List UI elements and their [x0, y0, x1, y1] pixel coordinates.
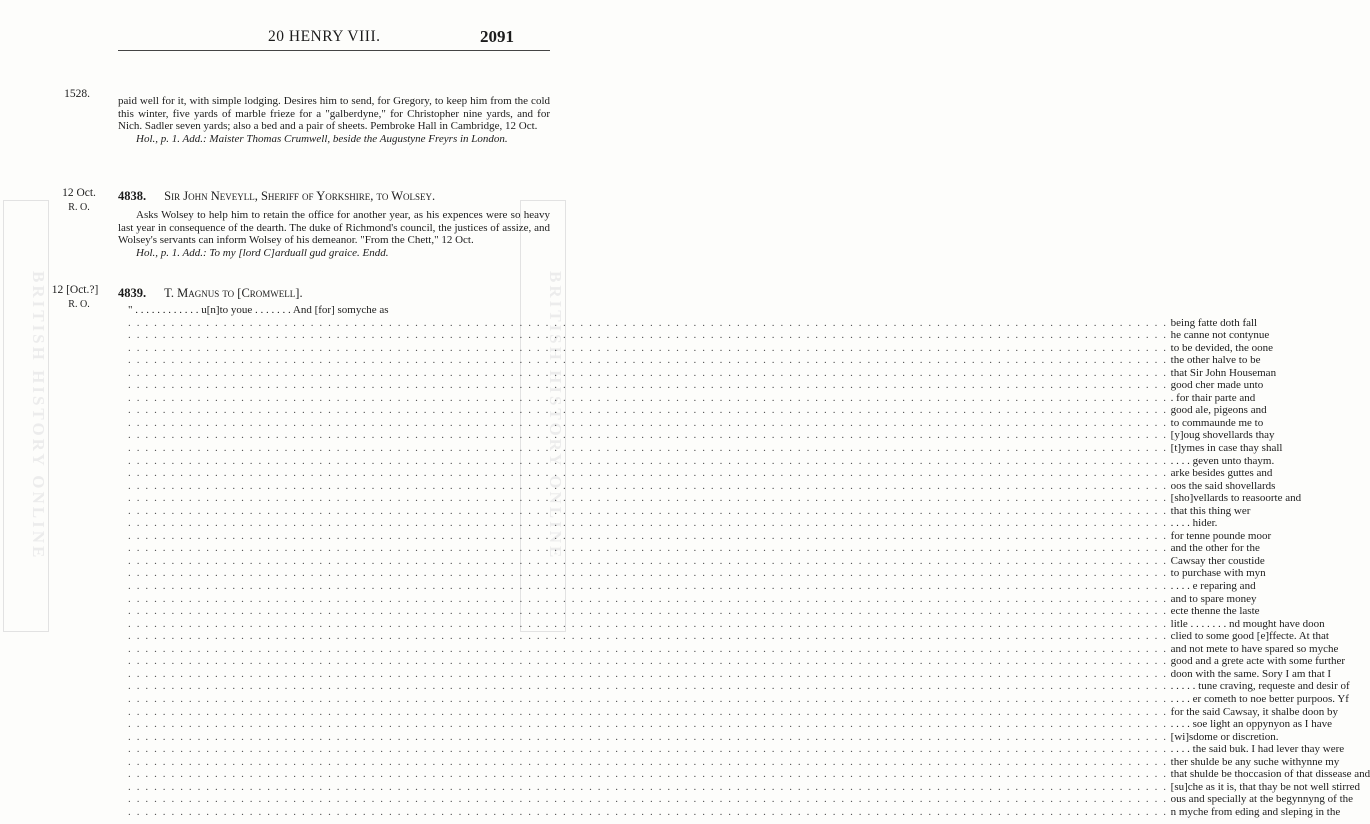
- letter-line-text: [y]oug shovellards thay: [1170, 429, 1275, 442]
- entry-4838-source: R. O.: [68, 202, 90, 213]
- dot-leader: . . . . . . . . . . . . . . . . . . . . . . . . . . . . . . . . . . . . . . . . . . . . . . . . . . . . . . . . . . . . . . . . . . . . . . . . . . . . . . . . . . . . . . . . . . . . . . . . . . . . . . . . . . . . . . . . . . . . . . . .: [128, 554, 1168, 567]
- letter-line-text: clied to some good [e]ffecte. At that: [1170, 630, 1329, 643]
- letter-line: [128, 655, 1346, 668]
- dot-leader: . . . . . . . . . . . . . . . . . . . . . . . . . . . . . . . . . . . . . . . . . . . . . . . . . . . . . . . . . . . . . . . . . . . . . . . . . . . . . . . . . . . . . . . . . . . . . . . . . . . . . . . . . . . . . . . . . . . . . . . .: [128, 517, 1168, 530]
- letter-line-text: to be devided, the oone: [1170, 341, 1273, 354]
- letter-line-text: . . . . geven unto thaym.: [1170, 454, 1275, 467]
- dot-leader: . . . . . . . . . . . . . . . . . . . . . . . . . . . . . . . . . . . . . . . . . . . . . . . . . . . . . . . . . . . . . . . . . . . . . . . . . . . . . . . . . . . . . . . . . . . . . . . . . . . . . . . . . . . . . . . . . . . . . . . .: [128, 642, 1168, 655]
- dot-leader: . . . . . . . . . . . . . . . . . . . . . . . . . . . . . . . . . . . . . . . . . . . . . . . . . . . . . . . . . . . . . . . . . . . . . . . . . . . . . . . . . . . . . . . . . . . . . . . . . . . . . . . . . . . . . . . . . . . . . . . .: [128, 580, 1168, 593]
- letter-line-text: [t]ymes in case thay shall: [1170, 442, 1283, 455]
- dot-leader: . . . . . . . . . . . . . . . . . . . . . . . . . . . . . . . . . . . . . . . . . . . . . . . . . . . . . . . . . . . . . . . . . . . . . . . . . . . . . . . . . . . . . . . . . . . . . . . . . . . . . . . . . . . . . . . . . . . . . . . .: [128, 567, 1168, 580]
- entry-number: 4838.: [118, 189, 147, 203]
- letter-line-text: . . . . e reparing and: [1170, 580, 1256, 593]
- dot-leader: . . . . . . . . . . . . . . . . . . . . . . . . . . . . . . . . . . . . . . . . . . . . . . . . . . . . . . . . . . . . . . . . . . . . . . . . . . . . . . . . . . . . . . . . . . . . . . . . . . . . . . . . . . . . . . . . . . . . . . . .: [128, 605, 1168, 618]
- letter-line-text: and not mete to have spared so myche: [1170, 642, 1339, 655]
- letter-line: [128, 391, 1256, 405]
- entry-4839-date: 12 [Oct.?]: [51, 284, 99, 296]
- letter-line-text: for the said Cawsay, it shalbe doon by: [1170, 705, 1338, 718]
- dot-leader: . . . . . . . . . . . . . . . . . . . . . . . . . . . . . . . . . . . . . . . . . . . . . . . . . . . . . . . . . . . . . . . . . . . . . . . . . . . . . . . . . . . . . . . . . . . . . . . . . . . . . . . . . . . . . . . . . . . . . . . .: [128, 366, 1168, 379]
- dot-leader: . . . . . . . . . . . . . . . . . . . . . . . . . . . . . . . . . . . . . . . . . . . . . . . . . . . . . . . . . . . . . . . . . . . . . . . . . . . . . . . . . . . . . . . . . . . . . . . . . . . . . . . . . . . . . . . . . . . . . . . .: [128, 730, 1168, 743]
- letter-line-text: . . . . the said buk. I had lever thay were: [1170, 743, 1345, 756]
- letter-line: [128, 580, 1256, 593]
- watermark-right: BRITISH HISTORY ONLINE: [520, 200, 566, 632]
- dot-leader: . . . . . . . . . . . . . . . . . . . . . . . . . . . . . . . . . . . . . . . . . . . . . . . . . . . . . . . . . . . . . . . . . . . . . . . . . . . . . . . . . . . . . . . . . . . . . . . . . . . . . . . . . . . . . . . . . . . . . . . .: [128, 655, 1168, 668]
- dot-leader: . . . . . . . . . . . . . . . . . . . . . . . . . . . . . . . . . . . . . . . . . . . . . . . . . . . . . . . . . . . . . . . . . . . . . . . . . . . . . . . . . . . . . . . . . . . . . . . . . . . . . . . . . . . . . . . . . . . . . . . .: [128, 542, 1168, 555]
- entry-4839: [118, 284, 550, 302]
- dot-leader: . . . . . . . . . . . . . . . . . . . . . . . . . . . . . . . . . . . . . . . . . . . . . . . . . . . . . . . . . . . . . . . . . . . . . . . . . . . . . . . . . . . . . . . . . . . . . . . . . . . . . . . . . . . . . . . . . . . . . . . .: [128, 705, 1168, 718]
- letter-line: [128, 718, 1332, 731]
- letter-line: [128, 479, 1276, 493]
- letter-line-text: and to spare money: [1170, 592, 1257, 605]
- letter-line: [128, 554, 1265, 568]
- letter-line: [128, 529, 1272, 543]
- letter-line-text: and the other for the: [1170, 542, 1260, 555]
- letter-line: [128, 667, 1332, 681]
- letter-line: [128, 805, 1341, 819]
- letter-line-text: good ale, pigeons and: [1170, 404, 1267, 417]
- entry-number: 4839.: [118, 286, 147, 300]
- letter-line: [128, 567, 1266, 580]
- letter-line-text: [sho]vellards to reasoorte and: [1170, 492, 1302, 505]
- dot-leader: . . . . . . . . . . . . . . . . . . . . . . . . . . . . . . . . . . . . . . . . . . . . . . . . . . . . . . . . . . . . . . . . . . . . . . . . . . . . . . . . . . . . . . . . . . . . . . . . . . . . . . . . . . . . . . . . . . . . . . . .: [128, 755, 1168, 768]
- dot-leader: . . . . . . . . . . . . . . . . . . . . . . . . . . . . . . . . . . . . . . . . . . . . . . . . . . . . . . . . . . . . . . . . . . . . . . . . . . . . . . . . . . . . . . . . . . . . . . . . . . . . . . . . . . . . . . . . . . . . . . . .: [128, 404, 1168, 417]
- entry-heading: Sir John Neveyll, Sheriff of Yorkshire, to Wolsey.: [164, 189, 436, 203]
- letter-line-text: ther shulde be any suche withynne my: [1170, 755, 1340, 768]
- letter-line: [128, 642, 1339, 656]
- letter-line: [128, 341, 1273, 355]
- letter-line-text: oos the said shovellards: [1170, 479, 1276, 492]
- dot-leader: . . . . . . . . . . . . . . . . . . . . . . . . . . . . . . . . . . . . . . . . . . . . . . . . . . . . . . . . . . . . . . . . . . . . . . . . . . . . . . . . . . . . . . . . . . . . . . . . . . . . . . . . . . . . . . . . . . . . . . . .: [128, 768, 1168, 781]
- dot-leader: . . . . . . . . . . . . . . . . . . . . . . . . . . . . . . . . . . . . . . . . . . . . . . . . . . . . . . . . . . . . . . . . . . . . . . . . . . . . . . . . . . . . . . . . . . . . . . . . . . . . . . . . . . . . . . . . . . . . . . . .: [128, 780, 1168, 793]
- letter-line: [128, 329, 1270, 342]
- letter-line-text: . . . . er cometh to noe better purpoos. Yf: [1170, 692, 1349, 705]
- entry-year-1528: 1528.: [64, 88, 90, 100]
- letter-line-text: . for thair parte and: [1170, 391, 1256, 404]
- dot-leader: . . . . . . . . . . . . . . . . . . . . . . . . . . . . . . . . . . . . . . . . . . . . . . . . . . . . . . . . . . . . . . . . . . . . . . . . . . . . . . . . . . . . . . . . . . . . . . . . . . . . . . . . . . . . . . . . . . . . . . . .: [128, 467, 1168, 480]
- letter-line: [128, 605, 1260, 618]
- dot-leader: . . . . . . . . . . . . . . . . . . . . . . . . . . . . . . . . . . . . . . . . . . . . . . . . . . . . . . . . . . . . . . . . . . . . . . . . . . . . . . . . . . . . . . . . . . . . . . . . . . . . . . . . . . . . . . . . . . . . . . . .: [128, 692, 1168, 705]
- letter-line-text: he canne not contynue: [1170, 329, 1270, 342]
- letter-line-text: ecte thenne the laste: [1170, 605, 1260, 618]
- dot-leader: . . . . . . . . . . . . . . . . . . . . . . . . . . . . . . . . . . . . . . . . . . . . . . . . . . . . . . . . . . . . . . . . . . . . . . . . . . . . . . . . . . . . . . . . . . . . . . . . . . . . . . . . . . . . . . . . . . . . . . . .: [128, 680, 1168, 693]
- letter-line-text: good and a grete acte with some further: [1170, 655, 1346, 668]
- letter-line-text: to commaunde me to: [1170, 416, 1264, 429]
- letter-line-text: for tenne pounde moor: [1170, 529, 1272, 542]
- letter-line: [128, 366, 1277, 380]
- dot-leader: . . . . . . . . . . . . . . . . . . . . . . . . . . . . . . . . . . . . . . . . . . . . . . . . . . . . . . . . . . . . . . . . . . . . . . . . . . . . . . . . . . . . . . . . . . . . . . . . . . . . . . . . . . . . . . . . . . . . . . . .: [128, 592, 1168, 605]
- letter-line-text: that this thing wer: [1170, 504, 1251, 517]
- dot-leader: . . . . . . . . . . . . . . . . . . . . . . . . . . . . . . . . . . . . . . . . . . . . . . . . . . . . . . . . . . . . . . . . . . . . . . . . . . . . . . . . . . . . . . . . . . . . . . . . . . . . . . . . . . . . . . . . . . . . . . . .: [128, 316, 1168, 329]
- dot-leader: . . . . . . . . . . . . . . . . . . . . . . . . . . . . . . . . . . . . . . . . . . . . . . . . . . . . . . . . . . . . . . . . . . . . . . . . . . . . . . . . . . . . . . . . . . . . . . . . . . . . . . . . . . . . . . . . . . . . . . . .: [128, 718, 1168, 731]
- letter-line: [128, 630, 1329, 643]
- entry-continuation: [118, 95, 550, 145]
- letter-line-text: to purchase with myn: [1170, 567, 1266, 580]
- letter-line-text: " . . . . . . . . . . . . u[n]to youe . . . . . . . And [for] somyche as: [128, 304, 389, 316]
- letter-line: [128, 467, 1273, 480]
- letter-line: [128, 755, 1340, 769]
- letter-line-text: litle . . . . . . . nd mought have doon: [1170, 617, 1325, 630]
- letter-line-text: that Sir John Houseman: [1170, 366, 1277, 379]
- letter-line: [128, 692, 1349, 706]
- dot-leader: . . . . . . . . . . . . . . . . . . . . . . . . . . . . . . . . . . . . . . . . . . . . . . . . . . . . . . . . . . . . . . . . . . . . . . . . . . . . . . . . . . . . . . . . . . . . . . . . . . . . . . . . . . . . . . . . . . . . . . . .: [128, 630, 1168, 643]
- letter-line: [128, 730, 1279, 744]
- letter-line-text: [wi]sdome or discretion.: [1170, 730, 1279, 743]
- letter-line: [128, 316, 1258, 330]
- dot-leader: . . . . . . . . . . . . . . . . . . . . . . . . . . . . . . . . . . . . . . . . . . . . . . . . . . . . . . . . . . . . . . . . . . . . . . . . . . . . . . . . . . . . . . . . . . . . . . . . . . . . . . . . . . . . . . . . . . . . . . . .: [128, 354, 1168, 367]
- dot-leader: . . . . . . . . . . . . . . . . . . . . . . . . . . . . . . . . . . . . . . . . . . . . . . . . . . . . . . . . . . . . . . . . . . . . . . . . . . . . . . . . . . . . . . . . . . . . . . . . . . . . . . . . . . . . . . . . . . . . . . . .: [128, 529, 1168, 542]
- letter-line-text: doon with the same. Sory I am that I: [1170, 667, 1332, 680]
- letter-line: [128, 304, 550, 317]
- running-header-title: 20 HENRY VIII.: [268, 28, 381, 45]
- letter-line-text: being fatte doth fall: [1170, 316, 1258, 329]
- dot-leader: . . . . . . . . . . . . . . . . . . . . . . . . . . . . . . . . . . . . . . . . . . . . . . . . . . . . . . . . . . . . . . . . . . . . . . . . . . . . . . . . . . . . . . . . . . . . . . . . . . . . . . . . . . . . . . . . . . . . . . . .: [128, 805, 1168, 818]
- dot-leader: . . . . . . . . . . . . . . . . . . . . . . . . . . . . . . . . . . . . . . . . . . . . . . . . . . . . . . . . . . . . . . . . . . . . . . . . . . . . . . . . . . . . . . . . . . . . . . . . . . . . . . . . . . . . . . . . . . . . . . . .: [128, 416, 1168, 429]
- entry-body: paid well for it, with simple lodging. Desires him to send, for Gregory, to keep him from the cold this winter, five yards of marble frieze for a "galberdyne," for Christopher nine yards, and for Nich. Sadler seven yards; also a bed and a pair of sheets. Pembroke Hall in Cambridge, 12 Oct.: [118, 95, 550, 133]
- letter-line: [128, 768, 1370, 781]
- letter-line: [128, 705, 1338, 719]
- dot-leader: . . . . . . . . . . . . . . . . . . . . . . . . . . . . . . . . . . . . . . . . . . . . . . . . . . . . . . . . . . . . . . . . . . . . . . . . . . . . . . . . . . . . . . . . . . . . . . . . . . . . . . . . . . . . . . . . . . . . . . . .: [128, 793, 1168, 806]
- entry-note: Hol., p. 1. Add.: Maister Thomas Crumwell, beside the Augustyne Freyrs in London.: [136, 132, 508, 145]
- letter-line-text: ous and specially at the begynnyng of the: [1170, 793, 1354, 806]
- letter-line: [128, 442, 1283, 455]
- letter-line-text: [su]che as it is, that thay be not well stirred: [1170, 780, 1361, 793]
- letter-line-text: that shulde be thoccasion of that dissease and: [1170, 768, 1370, 781]
- dot-leader: . . . . . . . . . . . . . . . . . . . . . . . . . . . . . . . . . . . . . . . . . . . . . . . . . . . . . . . . . . . . . . . . . . . . . . . . . . . . . . . . . . . . . . . . . . . . . . . . . . . . . . . . . . . . . . . . . . . . . . . .: [128, 391, 1168, 404]
- dot-leader: . . . . . . . . . . . . . . . . . . . . . . . . . . . . . . . . . . . . . . . . . . . . . . . . . . . . . . . . . . . . . . . . . . . . . . . . . . . . . . . . . . . . . . . . . . . . . . . . . . . . . . . . . . . . . . . . . . . . . . . .: [128, 617, 1168, 630]
- letter-line: [128, 542, 1260, 555]
- dot-leader: . . . . . . . . . . . . . . . . . . . . . . . . . . . . . . . . . . . . . . . . . . . . . . . . . . . . . . . . . . . . . . . . . . . . . . . . . . . . . . . . . . . . . . . . . . . . . . . . . . . . . . . . . . . . . . . . . . . . . . . .: [128, 667, 1168, 680]
- letter-line-text: good cher made unto: [1170, 379, 1264, 392]
- letter-line-text: . . . . hider.: [1170, 517, 1218, 530]
- letter-line: [128, 680, 1350, 693]
- dot-leader: . . . . . . . . . . . . . . . . . . . . . . . . . . . . . . . . . . . . . . . . . . . . . . . . . . . . . . . . . . . . . . . . . . . . . . . . . . . . . . . . . . . . . . . . . . . . . . . . . . . . . . . . . . . . . . . . . . . . . . . .: [128, 329, 1168, 342]
- dot-leader: . . . . . . . . . . . . . . . . . . . . . . . . . . . . . . . . . . . . . . . . . . . . . . . . . . . . . . . . . . . . . . . . . . . . . . . . . . . . . . . . . . . . . . . . . . . . . . . . . . . . . . . . . . . . . . . . . . . . . . . .: [128, 429, 1168, 442]
- dot-leader: . . . . . . . . . . . . . . . . . . . . . . . . . . . . . . . . . . . . . . . . . . . . . . . . . . . . . . . . . . . . . . . . . . . . . . . . . . . . . . . . . . . . . . . . . . . . . . . . . . . . . . . . . . . . . . . . . . . . . . . .: [128, 504, 1168, 517]
- letter-line: [128, 793, 1354, 806]
- entry-4838: [118, 187, 550, 259]
- dot-leader: . . . . . . . . . . . . . . . . . . . . . . . . . . . . . . . . . . . . . . . . . . . . . . . . . . . . . . . . . . . . . . . . . . . . . . . . . . . . . . . . . . . . . . . . . . . . . . . . . . . . . . . . . . . . . . . . . . . . . . . .: [128, 479, 1168, 492]
- letter-line: [128, 617, 1325, 631]
- dot-leader: . . . . . . . . . . . . . . . . . . . . . . . . . . . . . . . . . . . . . . . . . . . . . . . . . . . . . . . . . . . . . . . . . . . . . . . . . . . . . . . . . . . . . . . . . . . . . . . . . . . . . . . . . . . . . . . . . . . . . . . .: [128, 743, 1168, 756]
- letter-line: [128, 743, 1345, 756]
- letter-line: [128, 404, 1267, 417]
- watermark-left: BRITISH HISTORY ONLINE: [3, 200, 49, 632]
- letter-line-text: n myche from eding and sleping in the: [1170, 805, 1341, 818]
- entry-4839-source: R. O.: [68, 299, 90, 310]
- letter-line-text: Cawsay ther coustide: [1170, 554, 1265, 567]
- letter-line: [128, 379, 1264, 392]
- letter-line: [128, 492, 1302, 505]
- dot-leader: . . . . . . . . . . . . . . . . . . . . . . . . . . . . . . . . . . . . . . . . . . . . . . . . . . . . . . . . . . . . . . . . . . . . . . . . . . . . . . . . . . . . . . . . . . . . . . . . . . . . . . . . . . . . . . . . . . . . . . . .: [128, 341, 1168, 354]
- letter-line: [128, 354, 1261, 367]
- entry-heading: T. Magnus to [Cromwell].: [164, 286, 303, 300]
- entry-note: Hol., p. 1. Add.: To my [lord C]arduall gud graice. Endd.: [136, 246, 389, 259]
- dot-leader: . . . . . . . . . . . . . . . . . . . . . . . . . . . . . . . . . . . . . . . . . . . . . . . . . . . . . . . . . . . . . . . . . . . . . . . . . . . . . . . . . . . . . . . . . . . . . . . . . . . . . . . . . . . . . . . . . . . . . . . .: [128, 492, 1168, 505]
- dot-leader: . . . . . . . . . . . . . . . . . . . . . . . . . . . . . . . . . . . . . . . . . . . . . . . . . . . . . . . . . . . . . . . . . . . . . . . . . . . . . . . . . . . . . . . . . . . . . . . . . . . . . . . . . . . . . . . . . . . . . . . .: [128, 454, 1168, 467]
- letter-line: [128, 504, 1251, 518]
- letter-line-text: arke besides guttes and: [1170, 467, 1273, 480]
- letter-line: [128, 592, 1257, 606]
- dot-leader: . . . . . . . . . . . . . . . . . . . . . . . . . . . . . . . . . . . . . . . . . . . . . . . . . . . . . . . . . . . . . . . . . . . . . . . . . . . . . . . . . . . . . . . . . . . . . . . . . . . . . . . . . . . . . . . . . . . . . . . .: [128, 442, 1168, 455]
- letter-line: [128, 517, 1218, 530]
- letter-line-text: the other halve to be: [1170, 354, 1261, 367]
- page-number: 2091: [480, 27, 514, 46]
- letter-line: [128, 780, 1361, 794]
- letter-line-text: . . . . . tune craving, requeste and desir of: [1170, 680, 1350, 693]
- letter-line: [128, 416, 1264, 430]
- letter-line-text: . . . . soe light an oppynyon as I have: [1170, 718, 1332, 731]
- letter-line: [128, 454, 1275, 468]
- entry-4838-date: 12 Oct.: [62, 187, 96, 199]
- dot-leader: . . . . . . . . . . . . . . . . . . . . . . . . . . . . . . . . . . . . . . . . . . . . . . . . . . . . . . . . . . . . . . . . . . . . . . . . . . . . . . . . . . . . . . . . . . . . . . . . . . . . . . . . . . . . . . . . . . . . . . . .: [128, 379, 1168, 392]
- letter-line: [128, 429, 1275, 442]
- entry-body: Asks Wolsey to help him to retain the office for another year, as his expences were so heavy last year in consequence of the dearth. The duke of Richmond's council, the justices of assize, and Wolsey's servants can inform Wolsey of his demeanor. "From the Chett," 12 Oct.: [118, 209, 550, 247]
- header-rule: [118, 50, 550, 51]
